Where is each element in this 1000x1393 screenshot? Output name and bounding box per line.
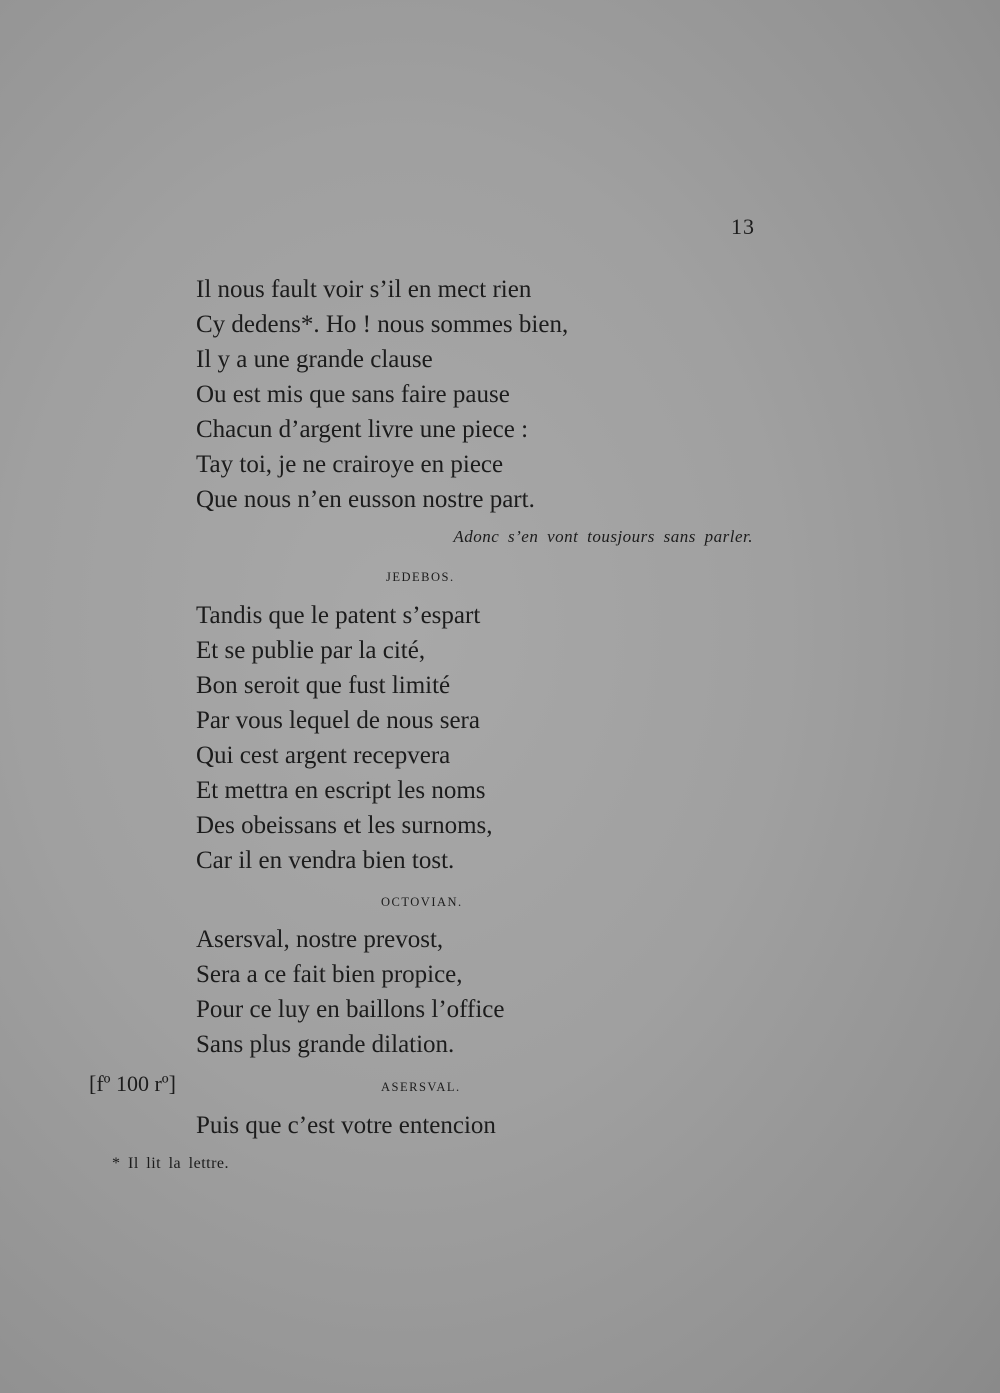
verse-line: Puis que c’est votre entencion <box>196 1112 496 1139</box>
verse-line: Sans plus grande dilation. <box>196 1031 455 1058</box>
page-number: 13 <box>731 214 755 239</box>
speaker-heading-jedebos: JEDEBOS. <box>386 570 455 584</box>
verse-block-1 <box>196 272 568 517</box>
verse-block-2 <box>196 598 493 878</box>
verse-line: Et se publie par la cité, <box>196 637 426 664</box>
verse-line: Chacun d’argent livre une piece : <box>196 416 529 443</box>
folio-reference: [fº 100 rº] <box>89 1071 176 1096</box>
verse-block-3 <box>196 922 504 1062</box>
verse-line: Que nous n’en eusson nostre part. <box>196 486 535 513</box>
verse-line: Pour ce luy en baillons l’office <box>196 996 505 1023</box>
verse-block-4 <box>196 1108 496 1143</box>
verse-line: Tandis que le patent s’espart <box>196 602 481 629</box>
footnote: * Il lit la lettre. <box>112 1155 230 1172</box>
verse-line: Cy dedens*. Ho ! nous sommes bien, <box>196 311 569 338</box>
speaker-heading-asersval: ASERSVAL. <box>381 1080 461 1094</box>
verse-line: Ou est mis que sans faire pause <box>196 381 510 408</box>
verse-line: Asersval, nostre prevost, <box>196 926 444 953</box>
stage-direction: Adonc s’en vont tousjours sans parler. <box>453 527 753 546</box>
verse-line: Car il en vendra bien tost. <box>196 847 455 874</box>
verse-line: Il nous fault voir s’il en mect rien <box>196 276 532 303</box>
verse-line: Et mettra en escript les noms <box>196 777 486 804</box>
verse-line: Bon seroit que fust limité <box>196 672 451 699</box>
speaker-heading-octovian: OCTOVIAN. <box>381 895 463 909</box>
verse-line: Qui cest argent recepvera <box>196 742 451 769</box>
verse-line: Des obeissans et les surnoms, <box>196 812 493 839</box>
verse-line: Par vous lequel de nous sera <box>196 707 480 734</box>
verse-line: Tay toi, je ne crairoye en piece <box>196 451 504 478</box>
verse-line: Il y a une grande clause <box>196 346 433 373</box>
verse-line: Sera a ce fait bien propice, <box>196 961 463 988</box>
